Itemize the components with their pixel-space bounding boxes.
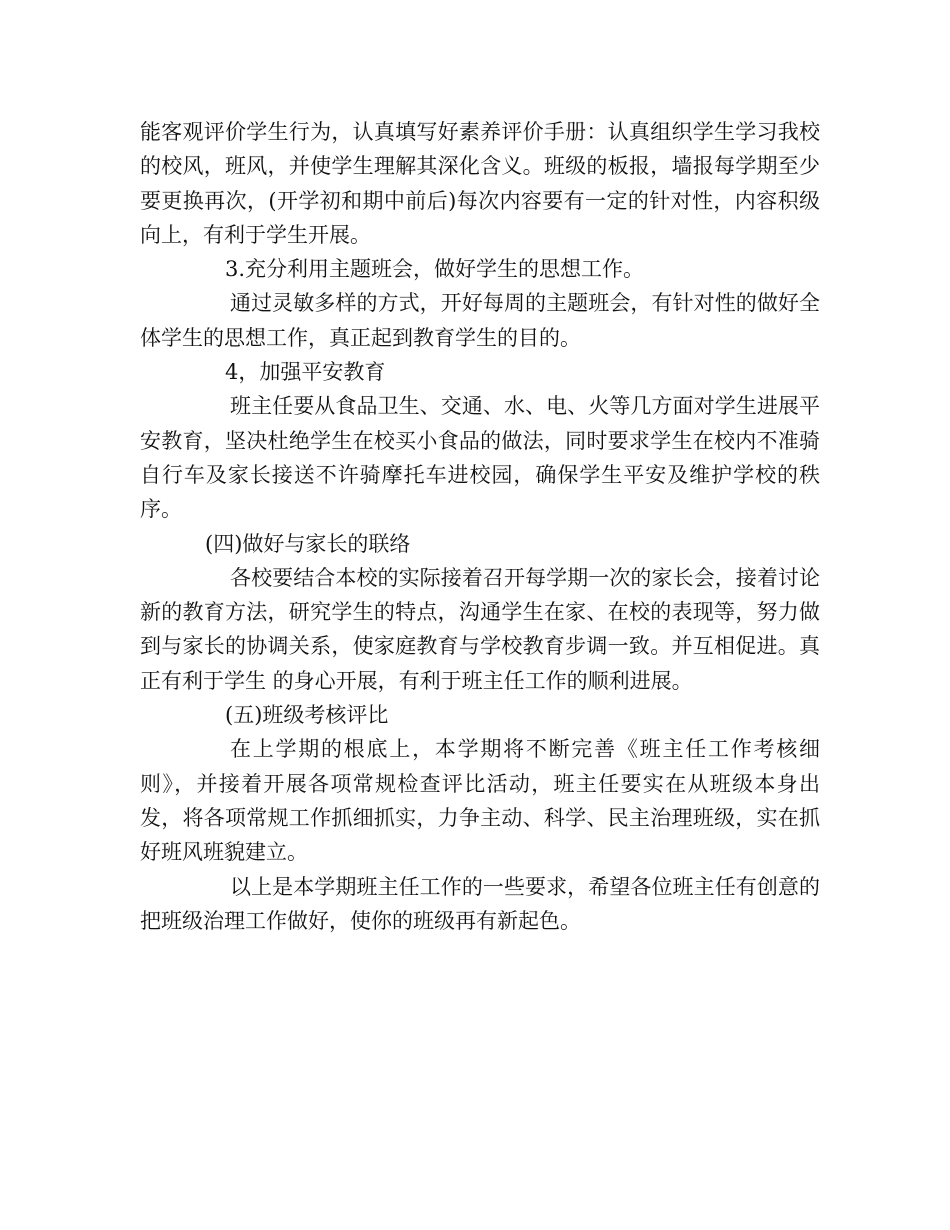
heading-safety-education: 4，加强平安教育 [225, 360, 386, 385]
heading-class-assessment: (五)班级考核评比 [225, 703, 389, 728]
paragraph-evaluation: 能客观评价学生行为，认真填写好素养评价手册：认真组织学生学习我校的校风，班风，并使学生理解其深化含义。班级的板报，墙报每学期至少要更换再次，(开学初和期中前后)每次内容要有一定的针对性，内容积级向上，有利于学生开展。 [140, 120, 820, 247]
paragraph-class-assessment: 在上学期的根底上，本学期将不断完善《班主任工作考核细则》，并接着开展各项常规检查评比活动，班主任要实在从班级本身出发，将各项常规工作抓细抓实，力争主动、科学、民主治理班级，实在抓好班风班貌建立。 [140, 737, 820, 865]
paragraph-theme-class-meeting: 通过灵敏多样的方式，开好每周的主题班会，有针对性的做好全体学生的思想工作，真正起到教育学生的目的。 [140, 291, 820, 350]
paragraph-safety-education: 班主任要从食品卫生、交通、水、电、火等几方面对学生进展平安教育，坚决杜绝学生在校买小食品的做法，同时要求学生在校内不准骑自行车及家长接送不许骑摩托车进校园，确保学生平安及维护学校的秩序。 [140, 394, 820, 522]
heading-theme-class-meeting: 3.充分利用主题班会，做好学生的思想工作。 [225, 257, 645, 282]
heading-parent-contact: (四)做好与家长的联络 [205, 531, 411, 556]
paragraph-conclusion: 以上是本学期班主任工作的一些要求，希望各位班主任有创意的把班级治理工作做好，使你的班级再有新起色。 [140, 874, 820, 933]
document-body [140, 115, 820, 938]
paragraph-parent-contact: 各校要结合本校的实际接着召开每学期一次的家长会，接着讨论新的教育方法，研究学生的特点，沟通学生在家、在校的表现等，努力做到与家长的协调关系，使家庭教育与学校教育步调一致。并互相促进。真正有利于学生 的身心开展，有利于班主任工作的顺利进展。 [140, 565, 820, 693]
